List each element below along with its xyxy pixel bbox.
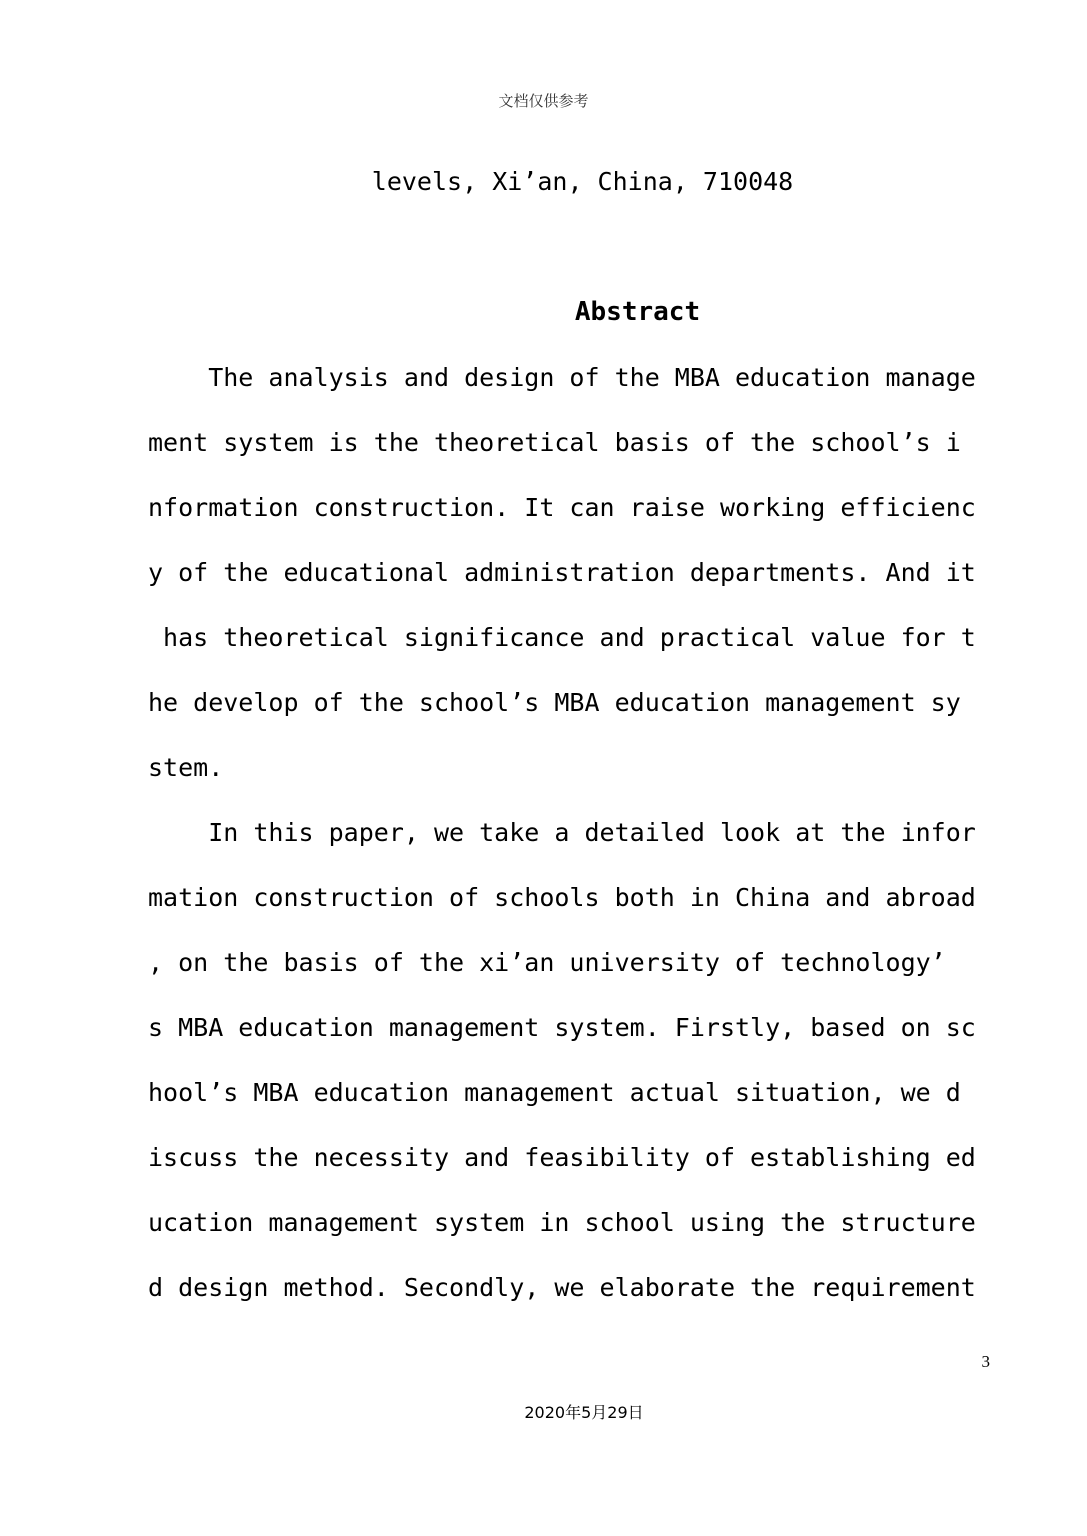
abstract-line: , on the basis of the xi’an university of technology’ [148, 948, 946, 977]
abstract-line: nformation construction. It can raise working efficienc [148, 493, 976, 522]
abstract-line: has theoretical significance and practical value for t [148, 623, 976, 652]
abstract-line: iscuss the necessity and feasibility of establishing ed [148, 1143, 976, 1172]
abstract-line: s MBA education management system. Firstly, based on sc [148, 1013, 976, 1042]
affiliation-line: levels, Xi’an, China, 710048 [371, 167, 794, 196]
abstract-line: The analysis and design of the MBA education manage [148, 363, 976, 392]
abstract-line: d design method. Secondly, we elaborate the requirement [148, 1273, 976, 1302]
page-number: 3 [981, 1352, 990, 1371]
abstract-line: mation construction of schools both in China and abroad [148, 883, 976, 912]
abstract-line: stem. [148, 753, 224, 782]
abstract-line: y of the educational administration departments. And it [148, 558, 976, 587]
abstract-line: hool’s MBA education management actual situation, we d [148, 1078, 961, 1107]
header-watermark: 文档仅供参考 [498, 92, 589, 110]
abstract-line: ment system is the theoretical basis of the school’s i [148, 428, 961, 457]
abstract-line: In this paper, we take a detailed look at the infor [148, 818, 976, 847]
abstract-heading: Abstract [574, 297, 701, 327]
footer-date: 2020年5月29日 [524, 1403, 644, 1422]
abstract-line: ucation management system in school using the structure [148, 1208, 976, 1237]
abstract-body [148, 358, 988, 1333]
abstract-line: he develop of the school’s MBA education management sy [148, 688, 961, 717]
